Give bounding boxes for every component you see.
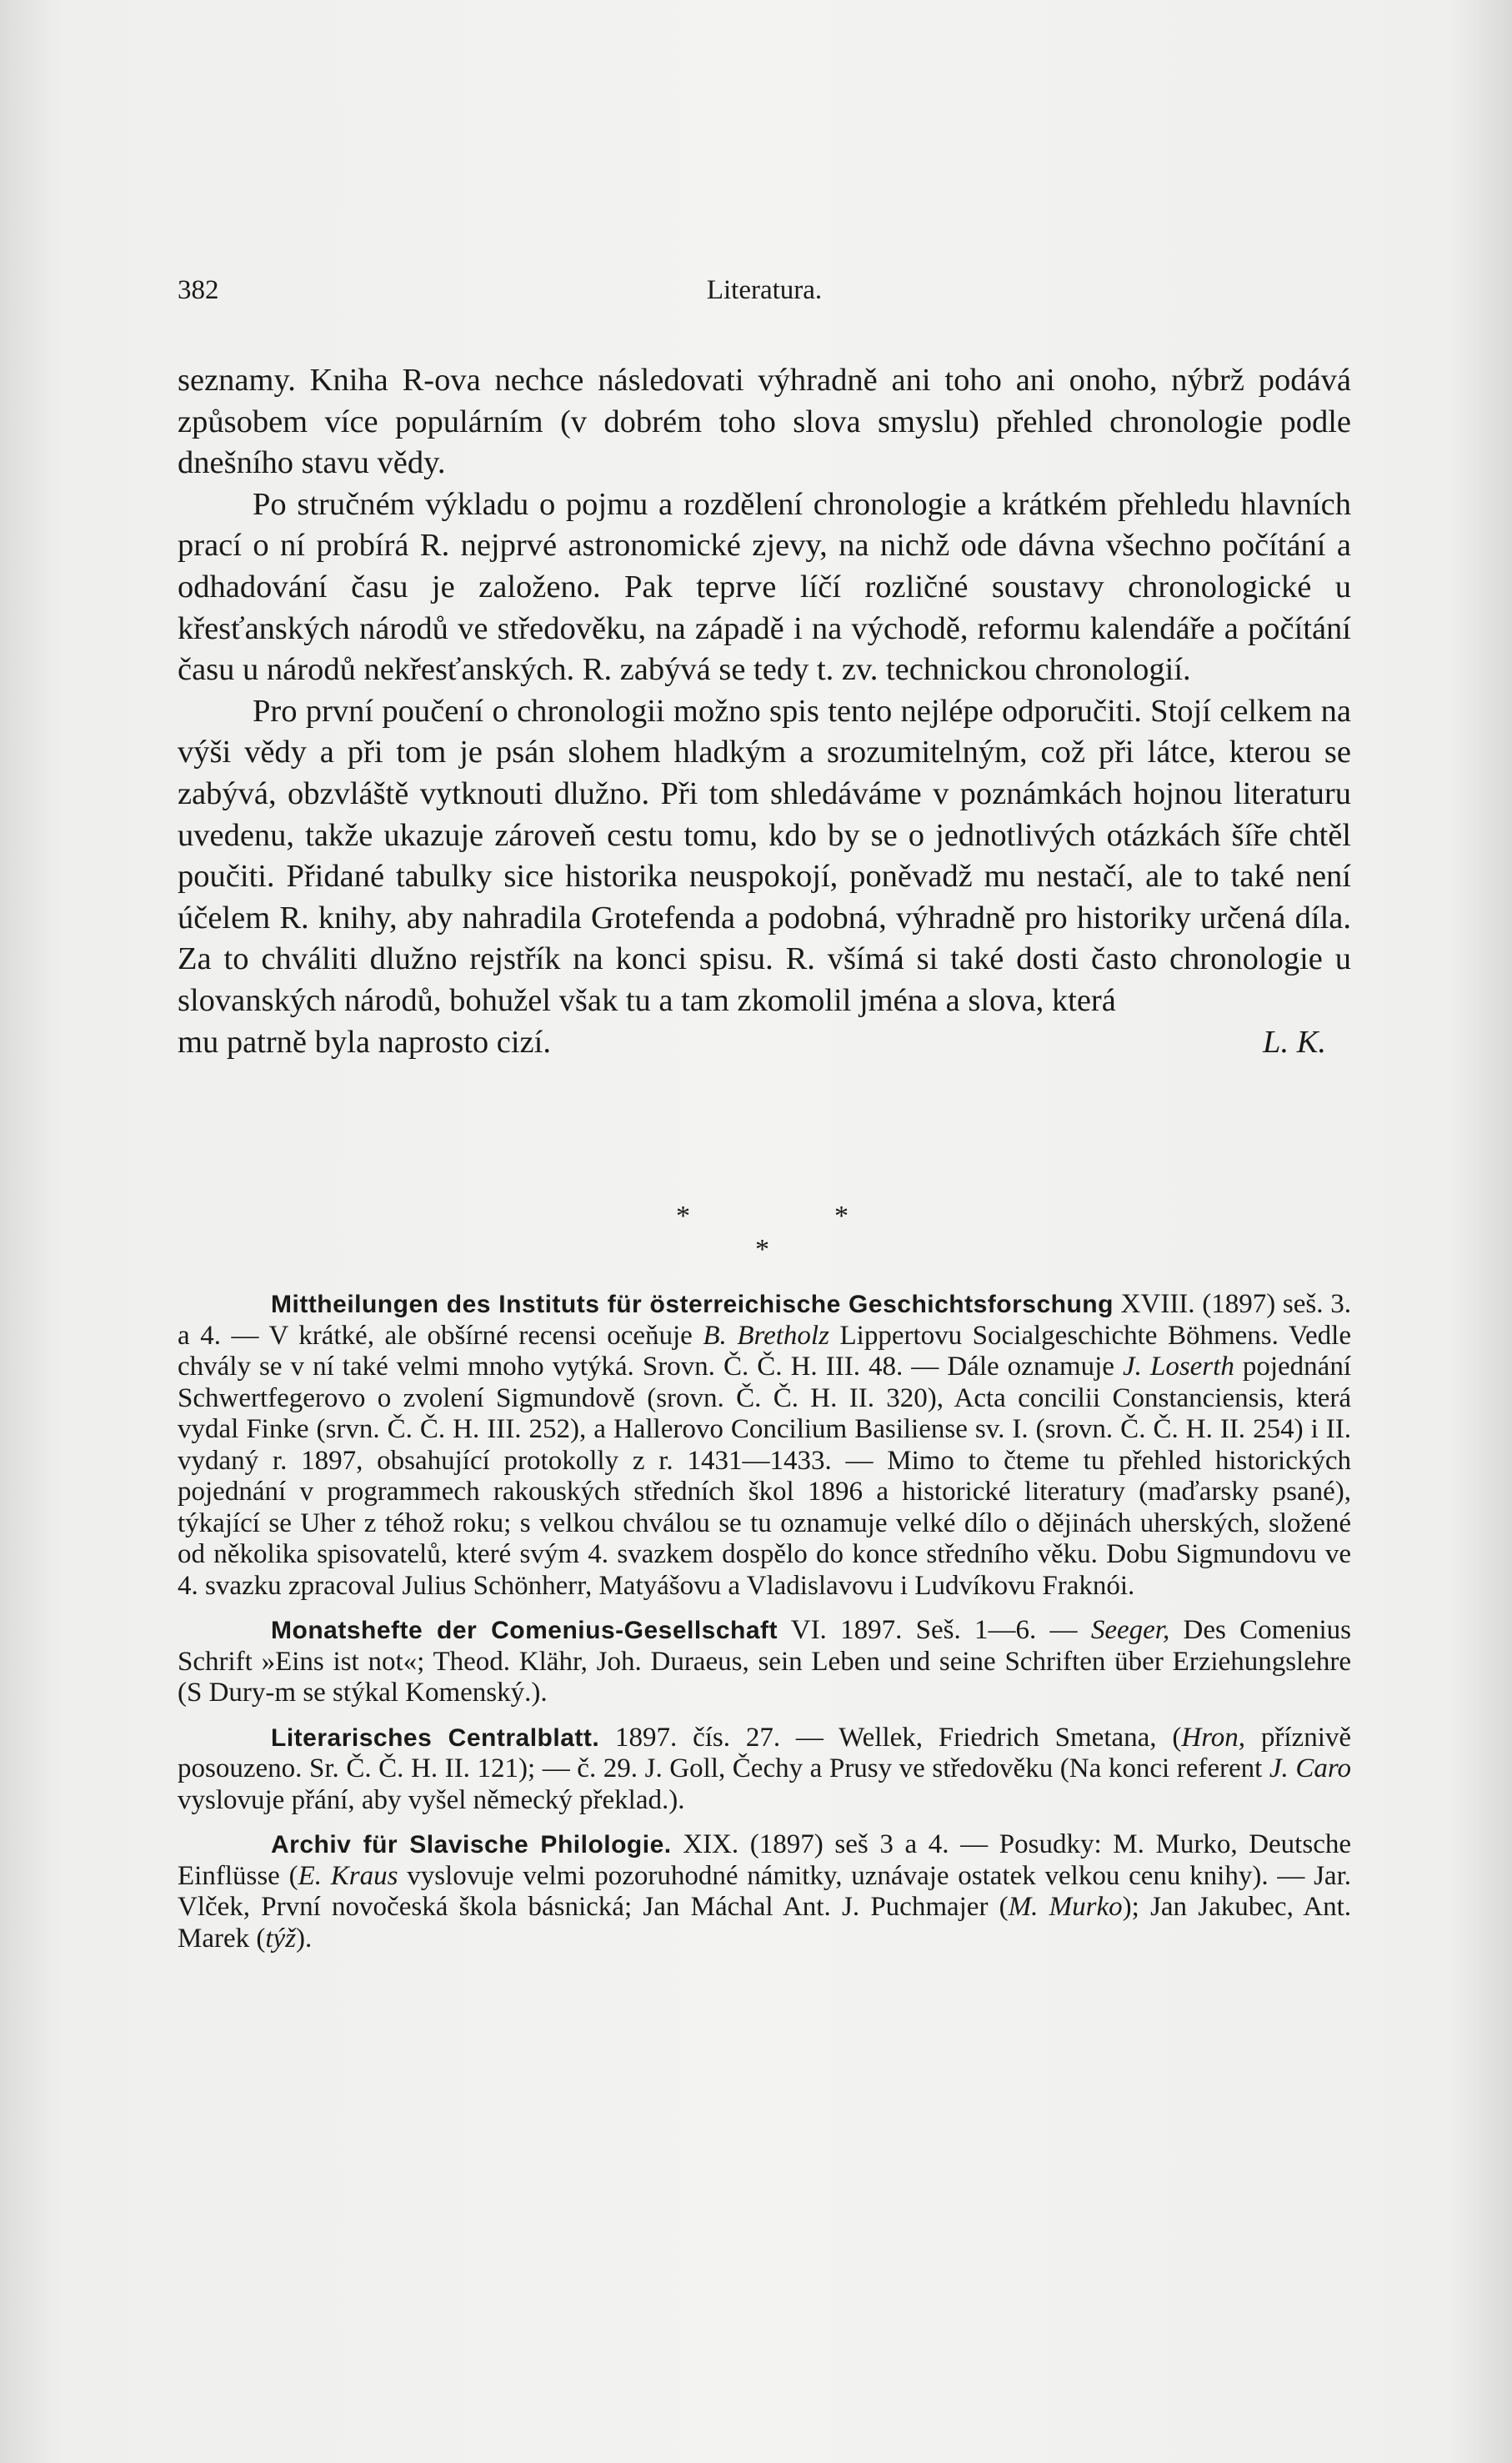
note-text: Lippertovu Socialgeschichte Böhmens. Vedle chvály se v ní také velmi mnoho vytýká. Srovn. Č. Č. H. III. 48. — Dále oznamuje xyxy=(178,1320,1351,1382)
review-paragraph-3-text: Pro první poučení o chronologii možno spis tento nejlépe odporučiti. Stojí celkem na výši vědy a při tom je psán slohem hladkým a srozumitelným, což při látce, kterou se zabývá, obzvláště vytknouti dlužno. Při tom shledáváme v poznámkách hojnou literaturu uvedenu, takže ukazuje zároveň cestu tomu, kdo by se o jednotlivých otázkách šíře chtěl poučiti. Přidané tabulky sice historika neuspokojí, poněvadž mu nestačí, ale to také není účelem R. knihy, aby nahradila Grotefenda a podobná, výhradně pro historiky určená díla. Za to chváliti dlužno rejstřík na konci spisu. R. všímá si také dosti často chronologie u slovanských národů, bohužel však tu a tam zkomolil jména a slova, která xyxy=(178,693,1351,1018)
note-text: příznivě posouzeno. Sr. Č. Č. H. II. 121); — č. 29. J. Goll, Čechy a Prusy ve středověku (Na konci referent xyxy=(178,1722,1352,1783)
note-italic-text: Seeger, xyxy=(1090,1615,1170,1645)
review-paragraph-2: Po stručném výkladu o pojmu a rozdělení chronologie a krátkém přehledu hlavních prací o ní probírá R. nejprvé astronomické zjevy, na nichž ode dávna všechno počítání a odhadování času je založeno. Pak teprve líčí rozličné soustavy chronologické u křesťanských národů ve středověku, na západě i na východě, reformu kalendáře a počítání času u národů nekřesťanských. R. zabývá se tedy t. zv. technickou chronologií. xyxy=(178,486,1351,688)
journal-note xyxy=(178,1829,1351,1954)
journal-note xyxy=(178,1723,1351,1817)
review-signature: L. K. xyxy=(1263,1024,1326,1060)
note-text: vyslovuje přání, aby vyšel německý překlad.). xyxy=(178,1784,685,1815)
section-separator xyxy=(0,1201,1512,1276)
review-paragraph-1: seznamy. Kniha R-ova nechce následovati výhradně ani toho ani onoho, nýbrž podává způsobem více populárním (v dobrém toho slova smyslu) přehled chronologie podle dnešního stavu vědy. xyxy=(178,363,1351,481)
note-italic-text: M. Murko xyxy=(1008,1892,1123,1922)
note-italic-text: Hron, xyxy=(1181,1722,1246,1753)
note-italic-text: J. Loserth xyxy=(1123,1352,1234,1382)
note-text: 1897. čís. 27. — Wellek, Friedrich Smetana, ( xyxy=(599,1722,1182,1753)
note-italic-text: týž xyxy=(265,1923,297,1954)
note-italic-text: B. Bretholz xyxy=(703,1320,829,1351)
separator-star-bottom: * xyxy=(755,1234,769,1265)
journal-notes xyxy=(178,1289,1351,1968)
page-header xyxy=(178,275,1351,309)
separator-star-left: * xyxy=(676,1201,690,1232)
note-text: XIX. (1897) seš 3 a 4. — Posudky: M. Murko, Deutsche Einflüsse ( xyxy=(178,1829,1351,1891)
review-paragraph-3-last: mu patrně byla naprosto cizí. xyxy=(178,1024,551,1060)
journal-title: Monatshefte der Comenius-Gesellschaft xyxy=(271,1617,779,1644)
note-text: pojednání Schwertfegerovo o zvolení Sigmundově (srovn. Č. Č. H. II. 320), Acta concilii Constanciensis, která vydal Finke (srvn. Č. Č. H. III. 252), a Hallerovo Concilium Basiliense sv. I. (srovn. Č. Č. H. II. 254) i II. vydaný r. 1897, obsahující protokolly z r. 1431—1433. — Mimo to čteme tu přehled historických pojednání v programmech rakouských středních škol 1896 a historické literatury (maďarsky psané), týkající se Uher z téhož roku; s velkou chválou se tu oznamuje velké dílo o dějinách uherských, složené od několika spisovatelů, které svým 4. svazkem dospělo do konce středního věku. Dobu Sigmundovu ve 4. svazku zpracoval Julius Schönherr, Matyášovu a Vladislavovu i Ludvíkovu Fraknói. xyxy=(178,1352,1351,1601)
review-text xyxy=(178,360,1351,1063)
journal-note xyxy=(178,1615,1351,1709)
note-italic-text: J. Caro xyxy=(1269,1753,1351,1783)
journal-title: Archiv für Slavische Philologie. xyxy=(271,1831,672,1859)
note-text: vyslovuje velmi pozoruhodné námitky, uznávaje ostatek velkou cenu knihy). — Jar. Vlček, První novočeská škola básnická; Jan Máchal Ant. J. Puchmajer ( xyxy=(178,1860,1351,1922)
note-italic-text: E. Kraus xyxy=(298,1860,398,1891)
separator-star-right: * xyxy=(834,1201,849,1232)
note-text: VI. 1897. Seš. 1—6. — xyxy=(778,1615,1091,1645)
journal-title: Mittheilungen des Instituts für österreichische Geschichtsforschung xyxy=(271,1291,1114,1318)
journal-title: Literarisches Centralblatt. xyxy=(271,1723,600,1752)
note-text: XVIII. (1897) seš. 3. a 4. — V krátké, ale obšírné recensi oceňuje xyxy=(178,1289,1351,1351)
page-number: 382 xyxy=(178,275,219,305)
note-text: ); Jan Jakubec, Ant. Marek ( xyxy=(178,1892,1352,1954)
review-closing-line xyxy=(178,1022,1351,1064)
review-paragraph-3 xyxy=(178,691,1351,1022)
running-title: Literatura. xyxy=(706,275,823,305)
note-text: ). xyxy=(296,1923,313,1954)
note-text: Des Comenius Schrift »Eins ist not«; Theod. Klähr, Joh. Duraeus, sein Leben und seine Schriften über Erziehungslehre (S Dury-m se stýkal Komenský.). xyxy=(178,1615,1351,1708)
journal-note xyxy=(178,1289,1351,1602)
